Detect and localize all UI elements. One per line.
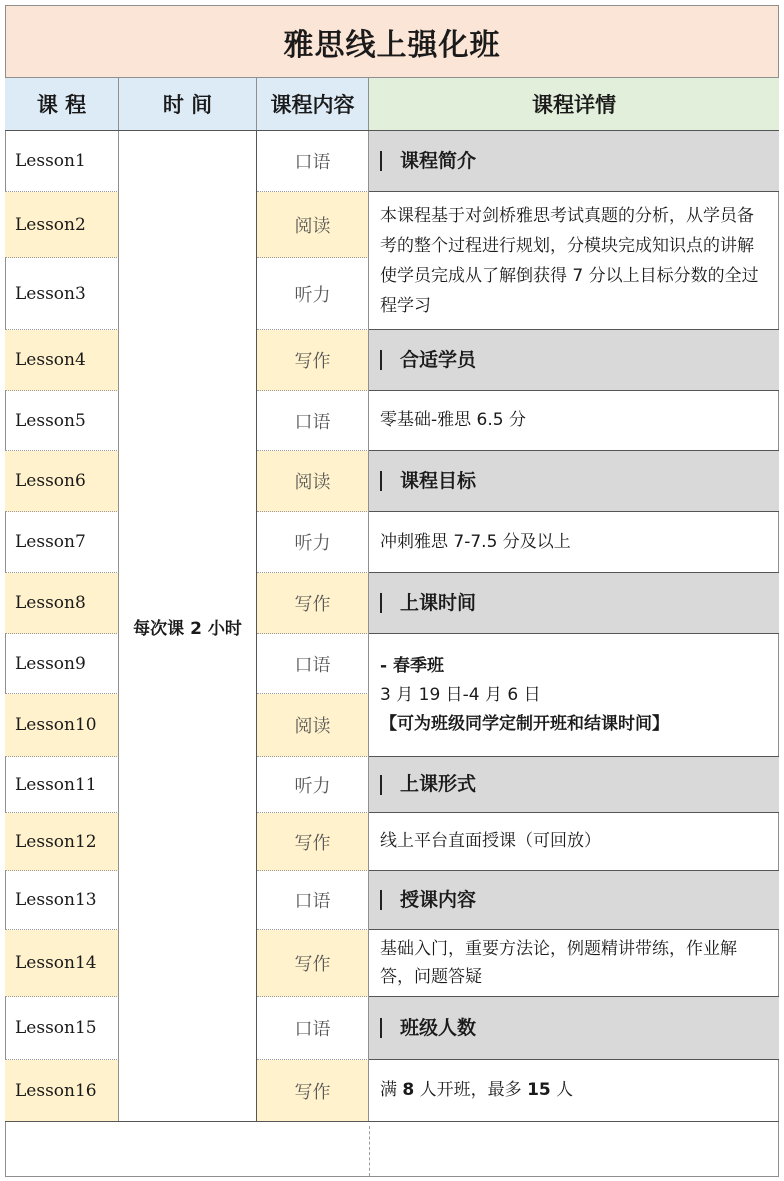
- lesson-content-type: 听力: [257, 757, 369, 813]
- teaching-text: 基础入门，重要方法论，例题精讲带练，作业解答，问题答疑: [380, 939, 737, 987]
- detail-heading-intro: [369, 131, 779, 192]
- lesson-content-type: 口语: [257, 131, 369, 192]
- size-pre: 满: [380, 1080, 397, 1100]
- bottom-divider: [369, 1126, 370, 1176]
- size-text: [380, 1077, 573, 1104]
- intro-text: 本课程基于对剑桥雅思考试真题的分析，从学员备考的整个过程进行规划，分模块完成知识点的讲解使学员完成从了解倒获得 7 分以上目标分数的全过程学习: [380, 205, 759, 316]
- size-mid: 人开班，最多: [419, 1080, 522, 1100]
- goal-heading: 课程目标: [400, 469, 477, 492]
- lesson-name: Lesson7: [5, 512, 119, 573]
- goal-text: 冲刺雅思 7-7.5 分及以上: [380, 531, 571, 552]
- lesson-name: Lesson3: [5, 258, 119, 330]
- heading-bar-icon: [380, 1018, 382, 1038]
- lesson-name: Lesson16: [5, 1060, 119, 1122]
- heading-bar-icon: [380, 151, 382, 171]
- size-max: 15: [527, 1080, 551, 1100]
- intro-heading: 课程简介: [400, 149, 477, 172]
- lesson-name: Lesson11: [5, 757, 119, 813]
- heading-bar-icon: [380, 775, 382, 795]
- schedule-term: - 春季班: [380, 655, 444, 676]
- lesson-content-type: 阅读: [257, 451, 369, 512]
- detail-format-text: [369, 813, 779, 871]
- detail-heading-schedule: [369, 573, 779, 634]
- lesson-content-type: 口语: [257, 391, 369, 451]
- size-post: 人: [556, 1080, 574, 1100]
- format-heading: 上课形式: [400, 773, 477, 795]
- lesson-content-type: 写作: [257, 330, 369, 391]
- lesson-content-type: 口语: [257, 634, 369, 694]
- size-min: 8: [402, 1080, 415, 1100]
- heading-bar-icon: [380, 350, 382, 370]
- lesson-content-type: 听力: [257, 258, 369, 330]
- lesson-name: Lesson13: [5, 871, 119, 930]
- teaching-heading: 授课内容: [400, 888, 477, 911]
- audience-text: 零基础-雅思 6.5 分: [380, 410, 526, 430]
- schedule-dates: 3 月 19 日-4 月 6 日: [380, 684, 541, 705]
- lesson-content-type: 口语: [257, 871, 369, 930]
- time-cell: 每次课 2 小时: [119, 131, 257, 1122]
- lesson-name: Lesson8: [5, 573, 119, 634]
- lesson-name: Lesson4: [5, 330, 119, 391]
- heading-bar-icon: [380, 471, 382, 491]
- detail-heading-goal: [369, 451, 779, 512]
- lesson-content-type: 写作: [257, 1060, 369, 1122]
- lesson-name: Lesson5: [5, 391, 119, 451]
- detail-schedule-text: [369, 634, 779, 757]
- lesson-name: Lesson15: [5, 997, 119, 1060]
- page-title: 雅思线上强化班: [5, 5, 779, 78]
- audience-heading: 合适学员: [400, 348, 477, 371]
- size-heading: 班级人数: [400, 1016, 477, 1039]
- heading-bar-icon: [380, 593, 382, 613]
- header-detail: 课程详情: [369, 78, 779, 131]
- heading-bar-icon: [380, 890, 382, 910]
- schedule-note: 【可为班级同学定制开班和结课时间】: [380, 713, 669, 734]
- lesson-name: Lesson12: [5, 813, 119, 871]
- lesson-content-type: 写作: [257, 813, 369, 871]
- detail-goal-text: [369, 512, 779, 573]
- detail-heading-size: [369, 997, 779, 1060]
- detail-size-text: [369, 1060, 779, 1122]
- lesson-name: Lesson9: [5, 634, 119, 694]
- lesson-content-type: 听力: [257, 512, 369, 573]
- lesson-name: Lesson2: [5, 192, 119, 258]
- header-content: 课程内容: [257, 78, 369, 131]
- detail-audience-text: [369, 391, 779, 451]
- lesson-content-type: 写作: [257, 930, 369, 997]
- schedule-heading: 上课时间: [400, 591, 477, 614]
- lesson-name: Lesson14: [5, 930, 119, 997]
- lesson-content-type: 写作: [257, 573, 369, 634]
- lesson-content-type: 口语: [257, 997, 369, 1060]
- detail-teaching-text: [369, 930, 779, 997]
- lesson-name: Lesson1: [5, 131, 119, 192]
- detail-heading-audience: [369, 330, 779, 391]
- header-course: 课 程: [5, 78, 119, 131]
- lesson-name: Lesson10: [5, 694, 119, 757]
- detail-heading-format: [369, 757, 779, 813]
- lesson-content-type: 阅读: [257, 192, 369, 258]
- detail-intro-text: [369, 192, 779, 330]
- format-text: 线上平台直面授课（可回放）: [380, 831, 601, 851]
- header-time: 时 间: [119, 78, 257, 131]
- lesson-content-type: 阅读: [257, 694, 369, 757]
- detail-heading-teaching: [369, 871, 779, 930]
- lesson-name: Lesson6: [5, 451, 119, 512]
